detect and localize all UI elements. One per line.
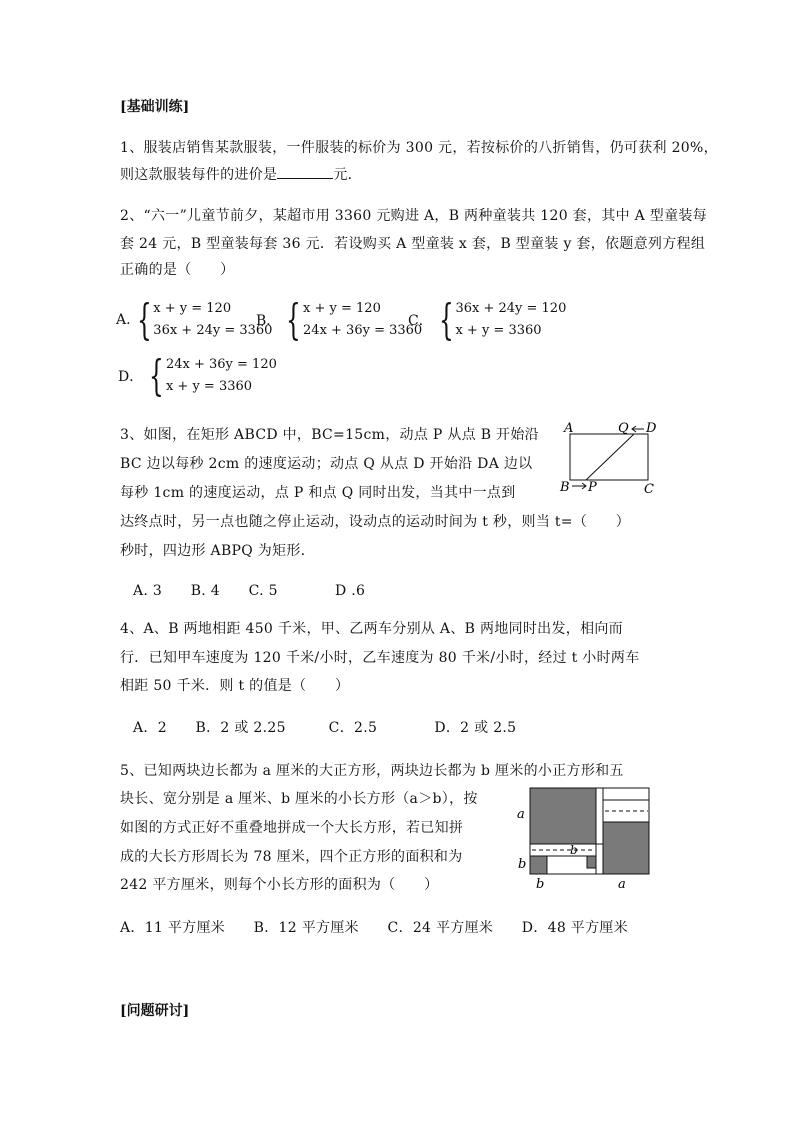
- q2-option-a-label: A.: [116, 312, 131, 328]
- section-title-research: [问题研讨]: [120, 1003, 190, 1019]
- q2-option-b: [256, 295, 423, 344]
- q1-answer-blank: [277, 166, 333, 179]
- q5-options: A．11 平方厘米 B．12 平方厘米 C．24 平方厘米 D．48 平方厘米: [120, 920, 628, 936]
- brace-icon: {: [149, 351, 164, 400]
- q3-line-3: 每秒 1cm 的速度运动，点 P 和点 Q 同时出发，当其中一点到: [120, 485, 516, 501]
- q1-line-2: [120, 164, 362, 184]
- q2-option-c-label: C．: [408, 313, 433, 329]
- rectangle-abcd: [570, 434, 648, 480]
- q2-option-c-eq2: x + y = 3360: [455, 323, 542, 338]
- tiling-figure: [512, 782, 662, 892]
- brace-icon: {: [136, 295, 152, 344]
- q2-option-a-eq2: 36x + 24y = 3360: [153, 323, 273, 338]
- label-p: P: [588, 480, 597, 495]
- label-b-bottom: b: [536, 877, 545, 892]
- strip-vertical-2: [596, 844, 603, 874]
- q4-line-1: 4、A、B 两地相距 450 千米，甲、乙两车分别从 A、B 两地同时出发，相向而: [120, 621, 623, 637]
- q5-line-5: 242 平方厘米，则每个小长方形的面积为（ ）: [120, 877, 439, 893]
- label-a-bottom: a: [618, 877, 626, 892]
- q2-option-c: [408, 295, 567, 344]
- q2-line-2: 套 24 元，B 型童装每套 36 元．若设购买 A 型童装 x 套，B 型童装 y 套，依题意列方程组: [120, 236, 706, 252]
- q2-option-d-label: D．: [118, 369, 144, 385]
- q2-option-d-eq2: x + y = 3360: [165, 379, 253, 394]
- q3-line-5: 秒时，四边形 ABPQ 为矩形．: [120, 543, 315, 559]
- q2-line-1: 2、“六一”儿童节前夕，某超市用 3360 元购进 A，B 两种童装共 120 套，其中 A 型童装每: [120, 208, 707, 224]
- q2-option-d-eq1: 24x + 36y = 120: [165, 357, 277, 372]
- q3-line-1: 3、如图，在矩形 ABCD 中，BC=15cm，动点 P 从点 B 开始沿: [120, 427, 539, 443]
- q1-line-2-text: 则这款服装每件的进价是: [120, 167, 278, 183]
- strip-horizontal-3: [603, 788, 649, 800]
- label-c: C: [644, 482, 654, 497]
- rectangle-abcd-figure: [556, 418, 676, 498]
- q5-line-1: 5、已知两块边长都为 a 厘米的大正方形，两块边长都为 b 厘米的小正方形和五: [120, 763, 624, 779]
- segment-pq: [586, 434, 634, 480]
- q1-line-2-tail: 元．: [333, 167, 362, 183]
- q3-line-4: 达终点时，另一点也随之停止运动，设动点的运动时间为 t 秒，则当 t=（ ）: [120, 514, 631, 530]
- label-b-inner: b: [570, 843, 578, 857]
- label-b-left: b: [518, 857, 527, 872]
- q4-line-3: 相距 50 千米．则 t 的值是（ ）: [120, 678, 350, 694]
- q2-line-3: 正确的是（ ）: [120, 262, 235, 278]
- q2-option-d: [118, 351, 277, 400]
- label-q: Q: [618, 421, 629, 436]
- q2-option-b-eq1: x + y = 120: [303, 301, 381, 316]
- q5-line-2: 块长、宽分别是 a 厘米、b 厘米的小长方形（a＞b），按: [120, 791, 478, 807]
- label-b: B: [560, 480, 570, 495]
- q2-option-a-eq1: x + y = 120: [153, 301, 232, 316]
- big-square-left: [530, 788, 596, 844]
- q2-option-b-eq2: 24x + 36y = 3360: [303, 323, 423, 338]
- label-d: D: [646, 421, 657, 436]
- q2-option-c-eq1: 36x + 24y = 120: [455, 301, 567, 316]
- q1-line-1: 1、服装店销售某款服装，一件服装的标价为 300 元，若按标价的八折销售，仍可获利 20%，: [120, 140, 718, 156]
- label-a-left: a: [517, 807, 525, 822]
- big-square-right: [603, 822, 649, 874]
- q4-line-2: 行．已知甲车速度为 120 千米/小时，乙车速度为 80 千米/小时，经过 t 小时两车: [120, 650, 640, 666]
- strip-vertical-1: [596, 788, 603, 844]
- brace-icon: {: [286, 295, 302, 344]
- q2-option-b-label: B．: [256, 313, 281, 329]
- small-square-right: [587, 856, 596, 868]
- q4-options: A．2 B．2 或 2.25 C．2.5 D．2 或 2.5: [133, 720, 517, 736]
- label-a: A: [564, 421, 574, 436]
- section-title-basic: [基础训练]: [120, 99, 190, 115]
- brace-icon: {: [438, 295, 454, 344]
- q2-option-a: [116, 295, 273, 344]
- q5-line-4: 成的大长方形周长为 78 厘米，四个正方形的面积和为: [120, 849, 463, 865]
- q5-line-3: 如图的方式正好不重叠地拼成一个大长方形，若已知拼: [120, 820, 464, 836]
- q3-line-2: BC 边以每秒 2cm 的速度运动；动点 Q 从点 D 开始沿 DA 边以: [120, 456, 533, 472]
- q3-options: A. 3 B. 4 C. 5 D .6: [133, 583, 366, 599]
- small-square-left: [530, 856, 547, 874]
